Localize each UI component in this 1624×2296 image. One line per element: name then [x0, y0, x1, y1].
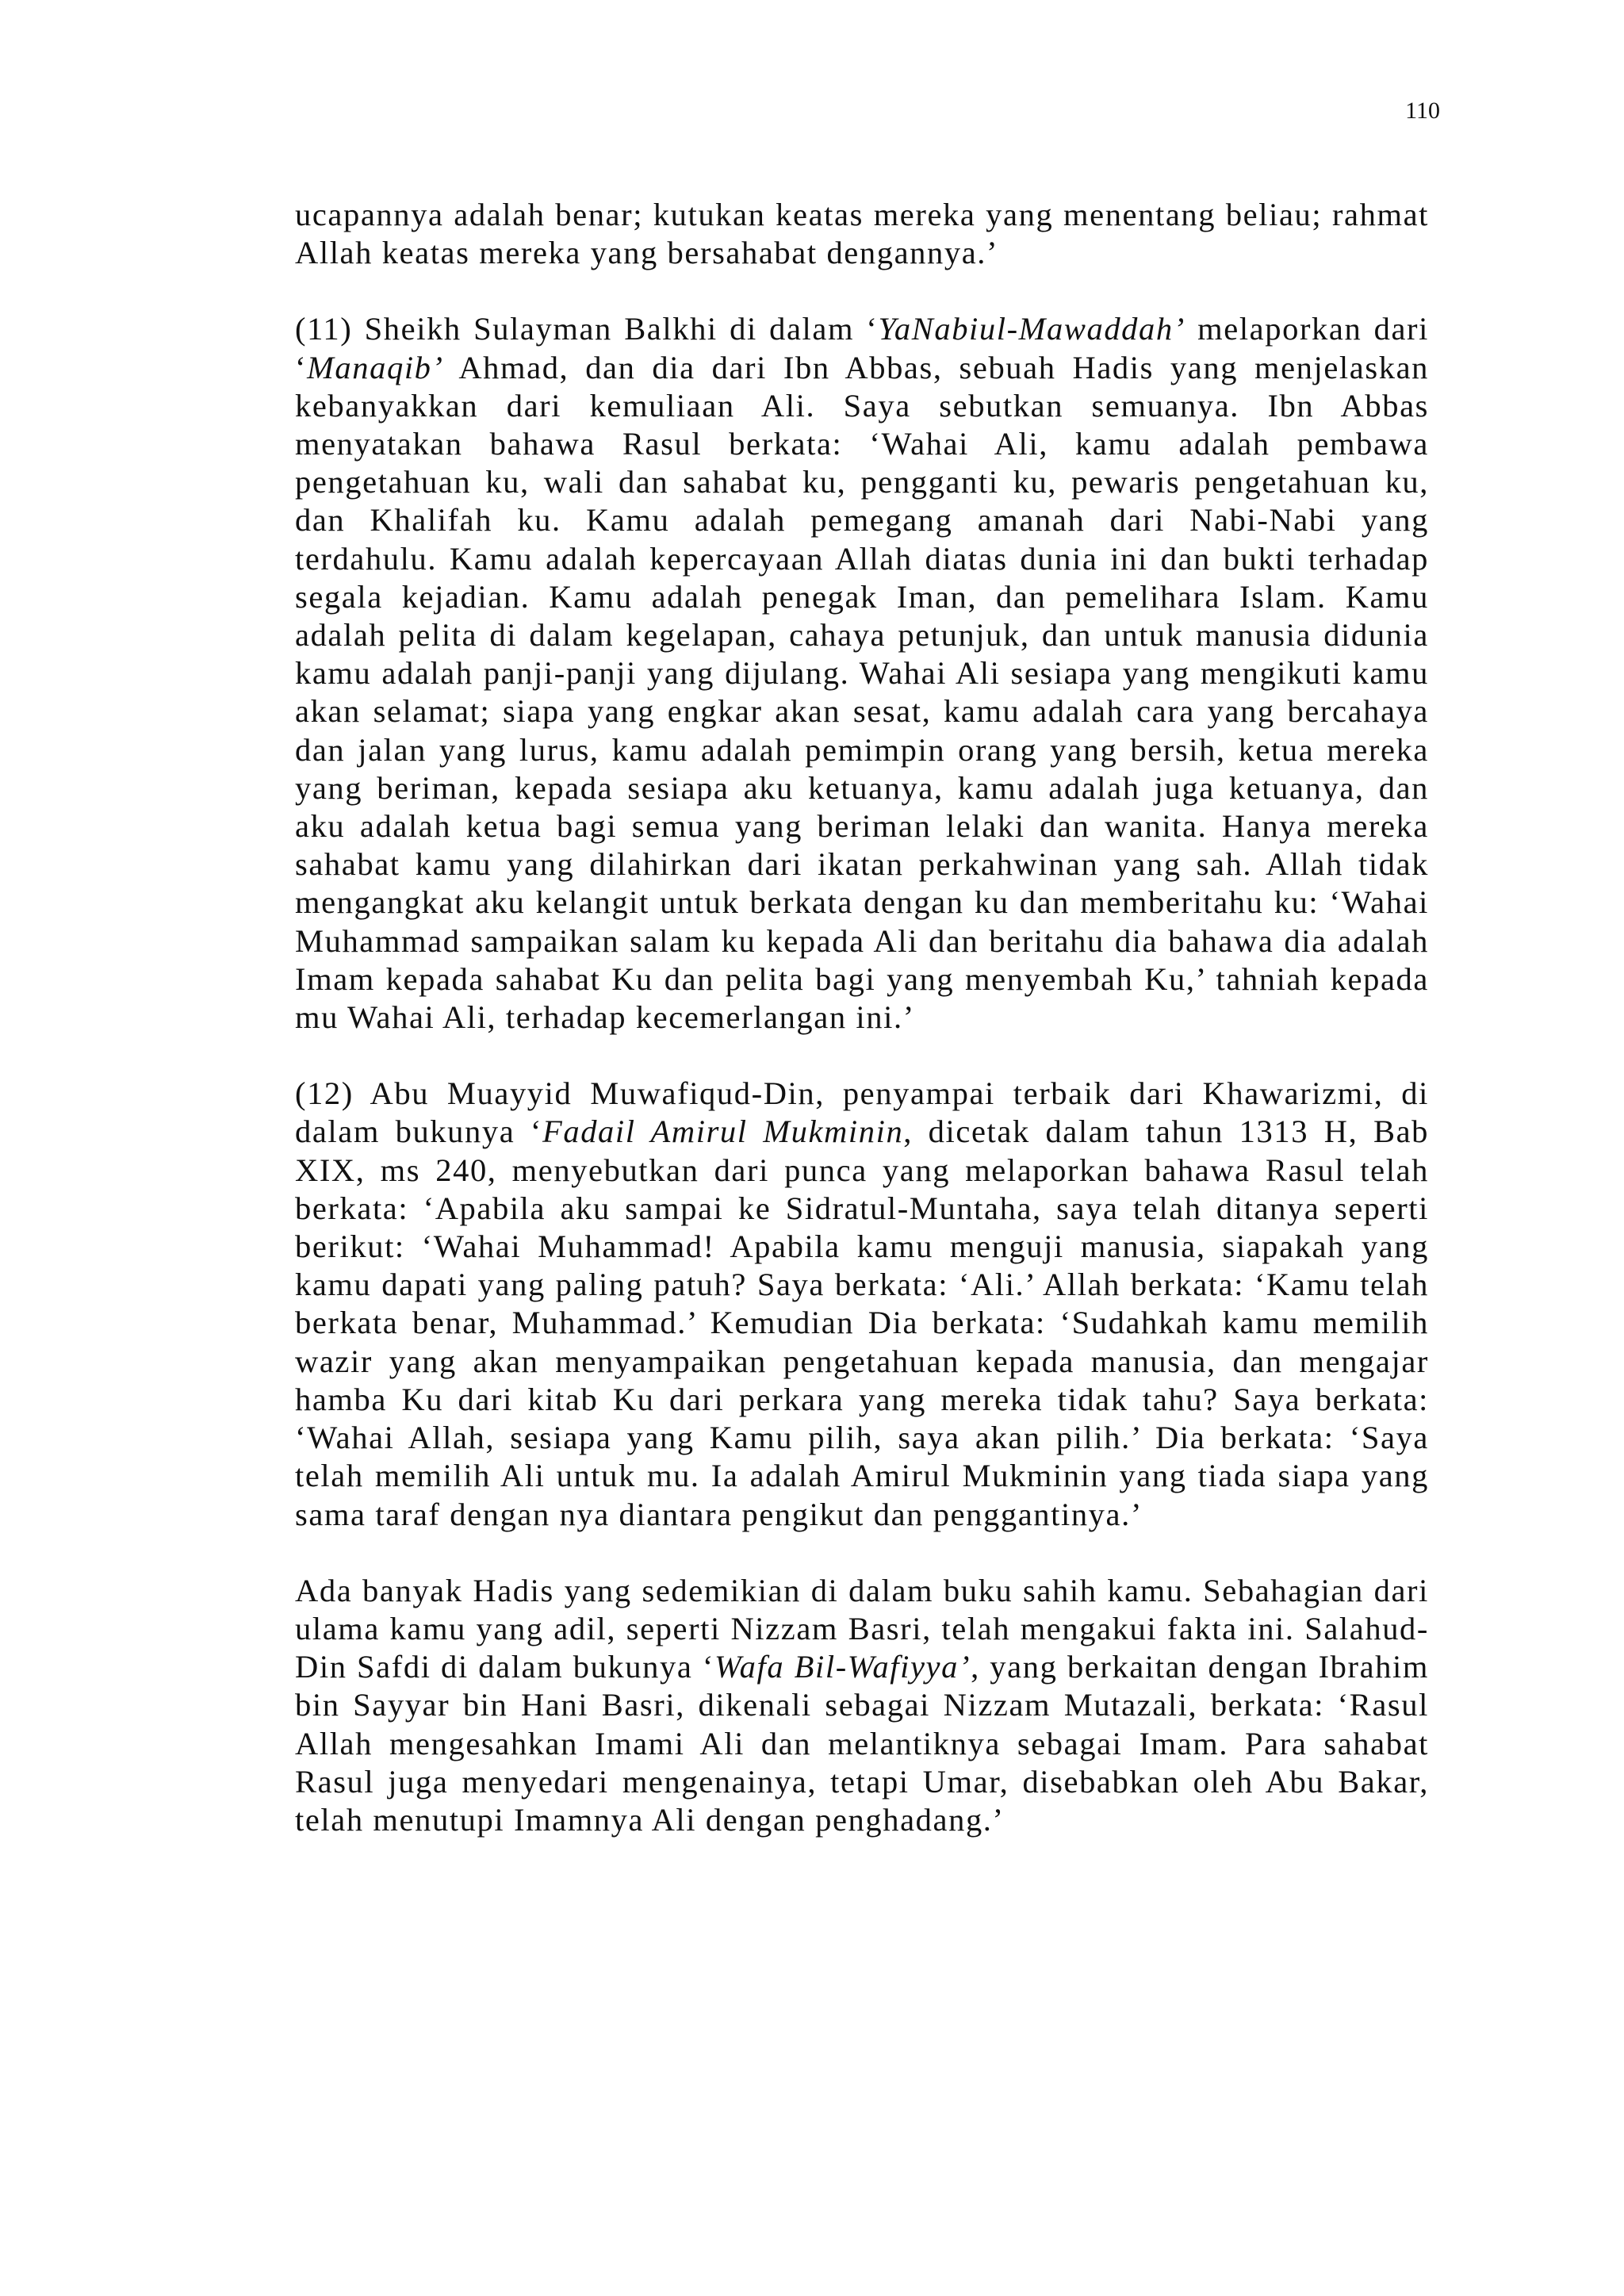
text-run: Ahmad, dan dia dari Ibn Abbas, sebuah Hadis yang menjelaskan kebanyakkan dari kemuliaan Ali. Saya sebutkan semuanya. Ibn Abbas menyatakan bahawa Rasul berkata: ‘Wahai Ali, kamu adalah pembawa pengetahuan ku, wali dan sahabat ku, pengganti ku, pewaris pengetahuan ku, dan Khalifah ku. Kamu adalah pemegang amanah dari Nabi-Nabi yang terdahulu. Kamu adalah kepercayaan Allah diatas dunia ini dan bukti terhadap segala kejadian. Kamu adalah penegak Iman, dan pemelihara Islam. Kamu adalah pelita di dalam kegelapan, cahaya petunjuk, dan untuk manusia didunia kamu adalah panji-panji yang dijulang. Wahai Ali sesiapa yang mengikuti kamu akan selamat; siapa yang engkar akan sesat, kamu adalah cara yang bercahaya dan jalan yang lurus, kamu adalah pemimpin orang yang bersih, ketua mereka yang beriman, kepada sesiapa aku ketuanya, kamu adalah juga ketuanya, dan aku adalah ketua bagi semua yang beriman lelaki dan wanita. Hanya mereka sahabat kamu yang dilahirkan dari ikatan perkahwinan yang sah. Allah tidak mengangkat aku kelangit untuk berkata dengan ku dan memberitahu ku: ‘Wahai Muhammad sampaikan salam ku kepada Ali dan beritahu dia bahawa dia adalah Imam kepada sahabat Ku dan pelita bagi yang menyembah Ku,’ tahniah kepada mu Wahai Ali, terhadap kecemerlangan ini.’: [295, 349, 1429, 1036]
text-run: , yang berkaitan dengan Ibrahim bin Sayyar bin Hani Basri, dikenali sebagai Nizzam Mutazali, berkata: ‘Rasul Allah mengesahkan Imami Ali dan melantiknya sebagai Imam. Para sahabat Rasul juga menyedari mengenainya, tetapi Umar, disebabkan oleh Abu Bakar, telah menutupi Imamnya Ali dengan penghadang.’: [295, 1649, 1429, 1838]
text-run: melaporkan dari ‘: [295, 311, 1429, 385]
text-run: ucapannya adalah benar; kutukan keatas mereka yang menentang beliau; rahmat Allah keatas mereka yang bersahabat dengannya.’: [295, 197, 1429, 271]
text-run: Ada banyak Hadis yang sedemikian di dalam buku sahih kamu. Sebahagian dari ulama kamu yang adil, seperti Nizzam Basri, telah mengakui fakta ini. Salahud-Din Safdi di dalam bukunya ‘: [295, 1572, 1429, 1685]
page-number: 110: [1405, 98, 1440, 124]
italic-title-run: Wafa Bil-Wafiyya’: [714, 1649, 971, 1685]
paragraph: [295, 1572, 1429, 1839]
body-text: [295, 196, 1429, 1877]
italic-title-run: Manaqib’: [307, 349, 444, 385]
italic-title-run: Fadail Amirul Mukminin: [542, 1114, 904, 1150]
paragraph: [295, 1075, 1429, 1533]
paragraph: [295, 310, 1429, 1037]
italic-title-run: YaNabiul-Mawaddah’: [878, 311, 1185, 347]
paragraph: [295, 196, 1429, 272]
text-run: , dicetak dalam tahun 1313 H, Bab XIX, ms 240, menyebutkan dari punca yang melaporkan bahawa Rasul telah berkata: ‘Apabila aku sampai ke Sidratul-Muntaha, saya telah ditanya seperti berikut: ‘Wahai Muhammad! Apabila kamu menguji manusia, siapakah yang kamu dapati yang paling patuh? Saya berkata: ‘Ali.’ Allah berkata: ‘Kamu telah berkata benar, Muhammad.’ Kemudian Dia berkata: ‘Sudahkah kamu memilih wazir yang akan menyampaikan pengetahuan kepada manusia, dan mengajar hamba Ku dari kitab Ku dari perkara yang mereka tidak tahu? Saya berkata: ‘Wahai Allah, sesiapa yang Kamu pilih, saya akan pilih.’ Dia berkata: ‘Saya telah memilih Ali untuk mu. Ia adalah Amirul Mukminin yang tiada siapa yang sama taraf dengan nya diantara pengikut dan penggantinya.’: [295, 1114, 1429, 1532]
text-run: (11) Sheikh Sulayman Balkhi di dalam ‘: [295, 311, 879, 347]
text-run: (12) Abu Muayyid Muwafiqud-Din, penyampai terbaik dari Khawarizmi, di dalam bukunya ‘: [295, 1075, 1429, 1150]
